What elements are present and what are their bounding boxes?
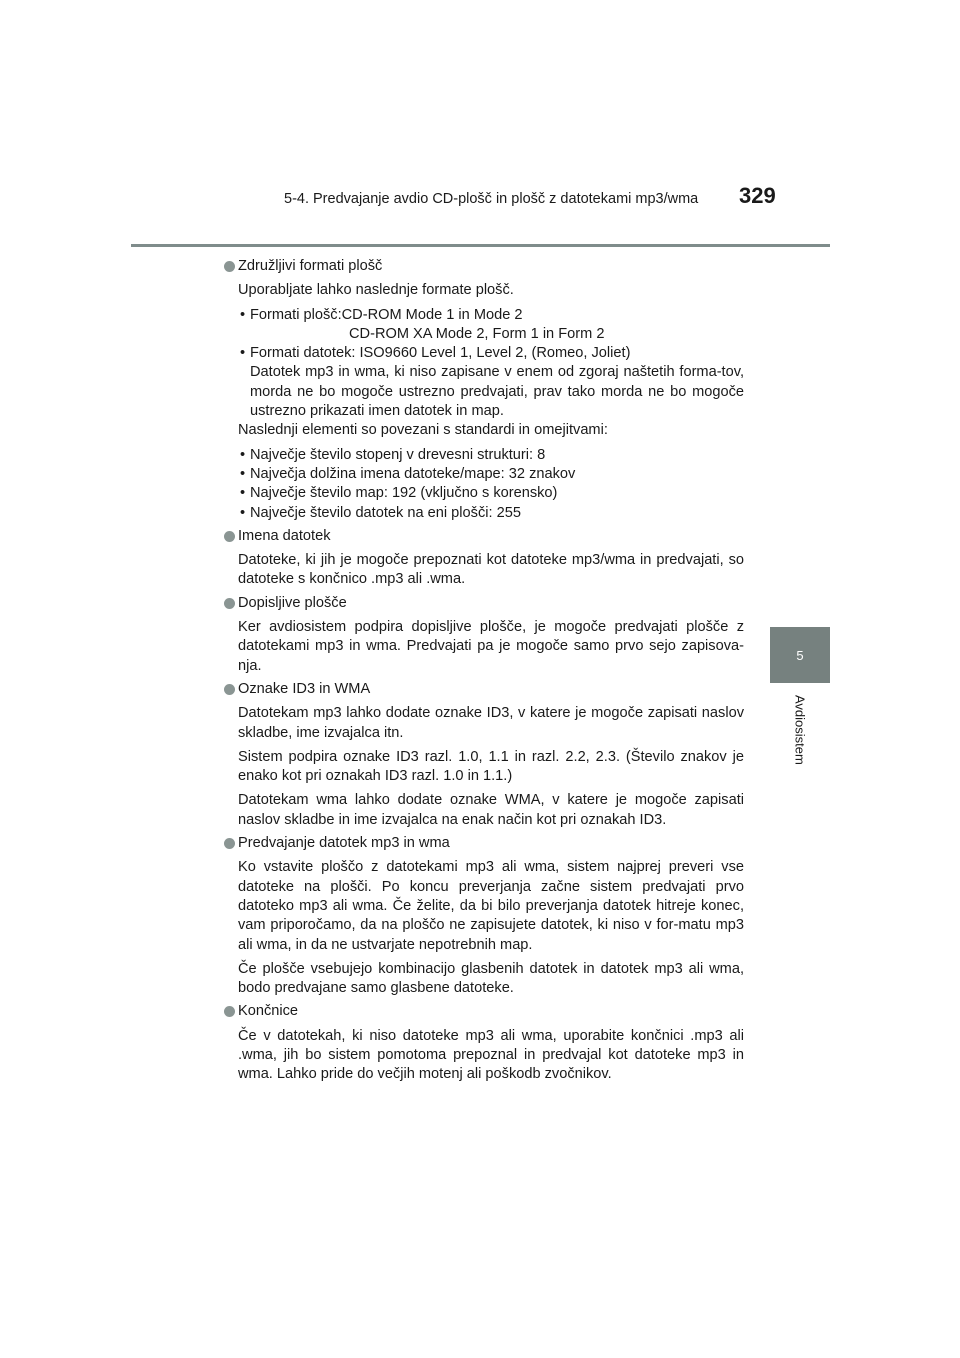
bullet-dot-icon <box>224 598 235 609</box>
limits-list <box>224 446 744 523</box>
section-heading: Predvajanje datotek mp3 in wma <box>238 835 450 852</box>
section-heading: Končnice <box>238 1003 299 1020</box>
chapter-tab <box>770 627 830 683</box>
paragraph: Datotekam wma lahko dodate oznake WMA, v katere je mogoče zapisati naslov skladbe in ime izvajalca na enak način kot pri oznakah ID3. <box>238 792 744 828</box>
chapter-side-label: Avdiosistem <box>792 695 808 765</box>
section-file-names <box>224 527 744 590</box>
bullet-dot-icon <box>224 1006 235 1017</box>
bullet-dot-icon <box>224 531 235 542</box>
paragraph: Če plošče vsebujejo kombinacijo glasbenih datotek in datotek mp3 ali wma, bodo predvajane samo glasbene datoteke. <box>238 960 744 997</box>
paragraph: Če v datotekah, ki niso datoteke mp3 ali wma, uporabite končnici .mp3 ali .wma, jih bo sistem pomotoma prepoznal in predvajal kot datoteke mp3 in wma. Lahko pride do večjih motenj ali poškodb zvočnikov. <box>238 1027 744 1083</box>
paragraph: Ker avdiosistem podpira dopisljive plošče, je mogoče predvajati plošče z datotekami mp3 in wma. Predvajati pa je mogoče samo prvo sejo zapisova-nja. <box>238 619 744 674</box>
list-item: • Največja dolžina imena datoteke/mape: 32 znakov <box>238 465 744 484</box>
paragraph: Datoteke, ki jih je mogoče prepoznati kot datoteke mp3/wma in predvajati, so datoteke s končnico .mp3 ali .wma. <box>238 552 744 588</box>
page-content <box>224 257 744 1089</box>
section-extensions <box>224 1002 744 1084</box>
chapter-tab-number: 5 <box>796 647 804 663</box>
list-item-continuation: CD-ROM XA Mode 2, Form 1 in Form 2 <box>349 325 605 342</box>
section-heading: Oznake ID3 in WMA <box>238 680 371 697</box>
section-playback <box>224 834 744 998</box>
header-title: 5-4. Predvajanje avdio CD-plošč in plošč z datotekami mp3/wma <box>284 191 699 207</box>
format-list <box>224 306 744 422</box>
bullet-dot-icon <box>224 684 235 695</box>
list-item-text: • Formati datotek: ISO9660 Level 1, Level 2, (Romeo, Joliet) <box>250 345 631 362</box>
paragraph: Datotekam mp3 lahko dodate oznake ID3, v katere je mogoče zapisati naslov skladbe, ime izvajalca itn. <box>238 705 744 741</box>
paragraph: Sistem podpira oznake ID3 razl. 1.0, 1.1 in razl. 2.2, 2.3. (Število znakov je enako kot pri oznakah ID3 razl. 1.0 in 1.1.) <box>238 748 744 785</box>
paragraph: Ko vstavite ploščo z datotekami mp3 ali wma, sistem najprej preveri vse datoteke na plošči. Po koncu preverjanja začne sistem predvajati prvo datoteko mp3 ali wma. Če želite, da bi bilo preverjanja datotek hitreje konec, vam priporočamo, da na ploščo ne zapisujete datotek, ki niso v for-matu mp3 ali wma, in da ne ustvarjate nepotrebnih map. <box>238 859 744 953</box>
page-number: 329 <box>739 183 776 208</box>
list-item: • Največje število datotek na eni plošči: 255 <box>238 504 744 523</box>
section-heading: Dopisljive plošče <box>238 594 347 611</box>
list-item: • Največje število map: 192 (vključno s korensko) <box>238 484 744 503</box>
paragraph: Naslednji elementi so povezani s standardi in omejitvami: <box>238 422 608 439</box>
list-item <box>238 344 744 421</box>
list-item-note: Datotek mp3 in wma, ki niso zapisane v enem od zgoraj naštetih forma-tov, morda ne bo mogoče ustrezno predvajati, prav tako morda ne bo mogoče ustrezno prikazati imen datotek in map. <box>250 364 744 420</box>
section-heading: Združljivi formati plošč <box>238 258 383 274</box>
paragraph: Uporabljate lahko naslednje formate plošč. <box>238 282 514 299</box>
section-writable-discs <box>224 594 744 676</box>
header-rule <box>131 244 830 247</box>
section-id3-wma-tags <box>224 680 744 830</box>
list-item: • Formati plošč:CD-ROM Mode 1 in Mode 2 <box>238 306 744 325</box>
section-heading: Imena datotek <box>238 527 331 544</box>
section-compatible-formats <box>224 257 744 523</box>
list-item: • Največje število stopenj v drevesni strukturi: 8 <box>238 446 744 465</box>
bullet-dot-icon <box>224 261 235 272</box>
bullet-dot-icon <box>224 838 235 849</box>
